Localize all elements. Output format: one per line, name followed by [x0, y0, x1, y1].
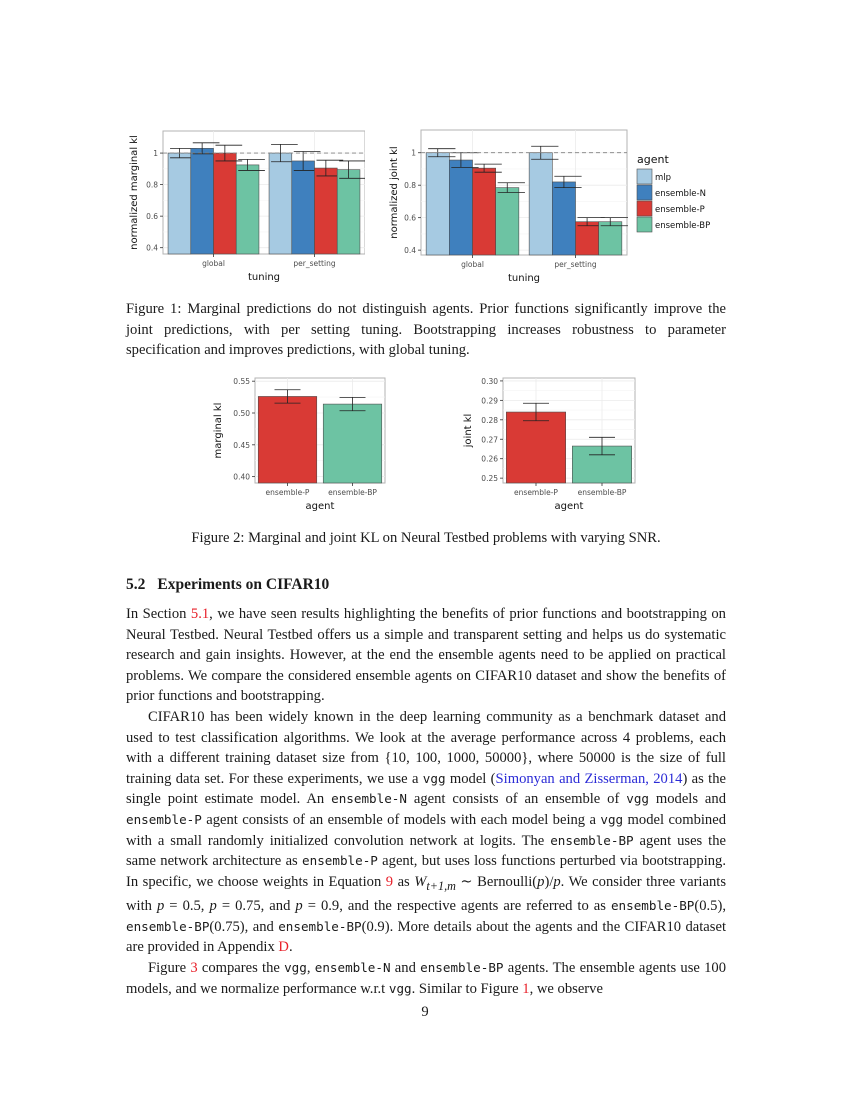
x-axis-label: tuning [507, 273, 541, 284]
y-tick-label: 0.30 [481, 376, 498, 386]
chart-normalized-marginal-kl [125, 125, 365, 285]
bar-ensemble-N [292, 161, 315, 254]
figure-2-caption: Figure 2: Marginal and joint KL on Neural Testbed problems with varying SNR. [191, 530, 661, 546]
bar-ensemble-P [576, 222, 599, 255]
x-tick-label: ensemble-BP [577, 488, 627, 497]
bar-ensemble-P [506, 412, 565, 483]
y-tick-label: 0.29 [481, 396, 498, 406]
legend-swatch [637, 185, 652, 200]
section-number: 5.2 [126, 576, 146, 593]
paragraph-1: In Section 5.1, we have seen results highlighting the benefits of prior functions and bootstrapping on Neural Testbed. Neural Testbed offers us a simple and transparent setting and helps us do systematic research and gain insights. However, at the end the ensemble agents need to be applied on practical problems. We compare the considered ensemble agents on CIFAR10 dataset and show the benefits of prior functions and bootstrapping. [126, 606, 726, 705]
y-axis-label: marginal kl [213, 402, 224, 459]
figure-3-ref-link[interactable]: 3 [190, 960, 198, 976]
figure-1-ref-link[interactable]: 1 [522, 980, 530, 997]
x-axis-label: agent [554, 501, 584, 512]
y-tick-label: 0.28 [481, 415, 498, 425]
y-axis-label: normalized joint kl [389, 146, 400, 239]
body-text [126, 604, 726, 999]
y-tick-label: 0.6 [146, 212, 158, 222]
x-axis-label: tuning [247, 272, 281, 283]
bar-ensemble-P [214, 153, 237, 254]
chart-marginal-kl [205, 370, 405, 515]
section-heading [126, 576, 329, 594]
bar-ensemble-N [449, 160, 472, 255]
y-tick-label: 0.25 [481, 474, 498, 484]
x-axis-label: agent [305, 501, 335, 512]
legend-label: ensemble-BP [655, 221, 711, 231]
x-tick-label: ensemble-P [514, 488, 558, 497]
x-tick-label: ensemble-P [265, 488, 310, 497]
figure-1-caption: Figure 1: Marginal predictions do not distinguish agents. Prior functions significantly improve the joint predictions, with per setting tuning. Bootstrapping increases robustness to parameter specification and improves predictions, with global tuning. [126, 301, 726, 359]
bar-ensemble-BP [337, 170, 360, 254]
legend-swatch [637, 217, 652, 232]
x-tick-label: global [461, 260, 484, 269]
x-tick-label: ensemble-BP [328, 488, 377, 497]
legend-label: mlp [655, 173, 672, 183]
x-tick-label: per_setting [293, 259, 336, 268]
y-tick-label: 0.40 [233, 472, 250, 482]
chart-joint-kl [455, 370, 655, 515]
bar-ensemble-BP [599, 222, 622, 255]
citation-link[interactable]: Simonyan and Zisserman, 2014 [495, 770, 683, 787]
bar-ensemble-P [258, 396, 317, 483]
equation-ref-link[interactable]: 9 [385, 873, 394, 890]
x-tick-label: per_setting [554, 260, 597, 269]
bar-ensemble-P [473, 168, 496, 255]
y-tick-label: 0.8 [146, 180, 158, 190]
section-title: Experiments on CIFAR10 [157, 576, 330, 593]
appendix-ref-link[interactable]: D [278, 939, 289, 956]
paragraph-3: Figure 3 compares the vgg, ensemble-N and ensemble-BP agents. The ensemble agents use 100 models, and we normalize performance w.r.t vgg. Similar to Figure 1, we observe [126, 960, 726, 997]
bar-mlp [168, 153, 191, 254]
y-tick-label: 0.8 [404, 181, 416, 191]
y-axis-label: joint kl [463, 413, 474, 448]
bar-ensemble-BP [323, 404, 382, 483]
y-axis-label: normalized marginal kl [129, 135, 140, 250]
page-number: 9 [421, 1004, 429, 1020]
legend-swatch [637, 169, 652, 184]
y-tick-label: 0.50 [233, 409, 250, 418]
y-tick-label: 0.55 [233, 377, 250, 387]
bar-ensemble-BP [496, 188, 519, 255]
legend-label: ensemble-N [655, 189, 706, 199]
chart-normalized-joint-kl [385, 125, 730, 285]
y-tick-label: 0.6 [404, 213, 416, 223]
y-tick-label: 1 [153, 149, 158, 159]
paragraph-2: CIFAR10 has been widely known in the deep learning community as a benchmark dataset and used to test classification algorithms. We look at the average performance across 4 problems, each with a different training dataset size from {10, 100, 1000, 50000}, where 50000 is the size of full training data set. For these experiments, we use a vgg model (Simonyan and Zisserman, 2014) as the single point estimate model. An ensemble-N agent consists of an ensemble of vgg models and ensemble-P agent consists of an ensemble of models with each model being a vgg model combined with a small randomly initialized convolution network at logits. The ensemble-BP agent uses the same network architecture as ensemble-P agent, but uses loss functions perturbed via bootstrapping. In specific, we choose weights in Equation 9 as $W_{t+1,m}$ ∼ Bernoulli(p)/p. We consider three variants with p = 0.5, p = 0.75, and p = 0.9, and the respective agents are referred to as ensemble-BP(0.5), ensemble-BP(0.75), and ensemble-BP(0.9). More details about the agents and the CIFAR10 dataset are provided in Appendix D. [126, 708, 727, 956]
x-tick-label: global [202, 259, 225, 268]
y-tick-label: 0.27 [481, 435, 498, 445]
bar-mlp [269, 153, 292, 254]
bar-ensemble-P [315, 168, 338, 254]
section-ref-link[interactable]: 5.1 [190, 606, 210, 622]
y-tick-label: 0.4 [146, 243, 158, 253]
y-tick-label: 0.26 [481, 454, 498, 464]
legend-title: agent [637, 153, 669, 166]
y-tick-label: 1 [411, 148, 416, 158]
bar-ensemble-N [552, 182, 575, 255]
legend-swatch [637, 201, 652, 216]
y-tick-label: 0.45 [233, 440, 250, 450]
bar-mlp [529, 153, 552, 255]
bar-mlp [426, 153, 449, 255]
bar-ensemble-N [191, 148, 214, 254]
legend-label: ensemble-P [655, 205, 705, 215]
y-tick-label: 0.4 [404, 246, 416, 256]
bar-ensemble-BP [236, 165, 259, 254]
